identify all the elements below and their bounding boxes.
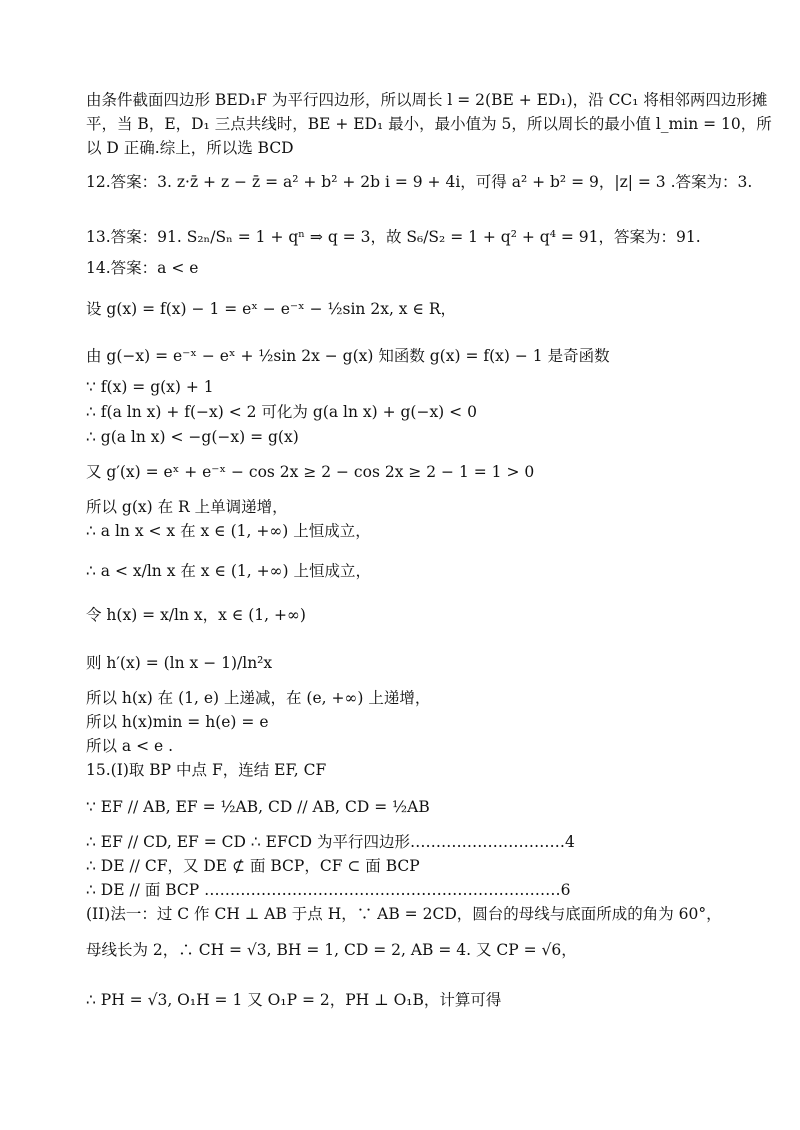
solution-11-conclusion: 由条件截面四边形 BED₁F 为平行四边形，所以周长 l = 2(BE + ED₁)，沿 CC₁ 将相邻两四边形摊平，当 B，E，D₁ 三点共线时，BE + ED₁ 最小，最小值为 5，所以周长的最小值 l_min = 10，所以 D 正确.综上，所以选 BCD: [86, 91, 772, 157]
solution-14-line-7: 所以 g(x) 在 R 上单调递增，: [86, 498, 288, 516]
solution-14-line-10: 令 h(x) = x/ln x，x ∈ (1, +∞): [86, 606, 306, 624]
solution-14-line-2: 由 g(−x) = e⁻ˣ − eˣ + ½sin 2x − g(x) 知函数 g(x) = f(x) − 1 是奇函数: [86, 347, 610, 365]
solution-15-part-2-line-1: (II)法一：过 C 作 CH ⊥ AB 于点 H，∵ AB = 2CD，圆台的母线与底面所成的角为 60°，: [86, 905, 722, 923]
solution-15-part-2-line-3: ∴ PH = √3, O₁H = 1 又 O₁P = 2，PH ⊥ O₁B，计算可得: [86, 991, 502, 1009]
solution-14-line-5: ∴ g(a ln x) < −g(−x) = g(x): [86, 428, 299, 446]
solution-15-part-2-line-2: 母线长为 2，∴ CH = √3, BH = 1, CD = 2, AB = 4. 又 CP = √6，: [86, 941, 577, 959]
solution-15-heading: 15.(I)取 BP 中点 F，连结 EF, CF: [86, 761, 327, 779]
solution-14-line-6: 又 g′(x) = eˣ + e⁻ˣ − cos 2x ≥ 2 − cos 2x ≥ 2 − 1 = 1 > 0: [86, 463, 535, 481]
solution-15-line-4: ∴ DE // 面 BCP ……………………………………………………………6: [86, 881, 571, 899]
solution-14-line-12: 所以 h(x) 在 (1, e) 上递减，在 (e, +∞) 上递增，: [86, 689, 431, 707]
solution-15-line-3: ∴ DE // CF，又 DE ⊄ 面 BCP，CF ⊂ 面 BCP: [86, 857, 420, 875]
solution-14-line-3: ∵ f(x) = g(x) + 1: [86, 378, 214, 396]
solution-14-line-11: 则 h′(x) = (ln x − 1)/ln²x: [86, 654, 273, 672]
answer-12: 12.答案：3. z·z̄ + z − z̄ = a² + b² + 2b i = 9 + 4i，可得 a² + b² = 9，|z| = 3 .答案为：3.: [86, 173, 753, 191]
solution-14-line-9: ∴ a < x/ln x 在 x ∈ (1, +∞) 上恒成立，: [86, 562, 372, 580]
solution-15-line-2: ∴ EF // CD, EF = CD ∴ EFCD 为平行四边形…………………………4: [86, 833, 575, 851]
solution-14-line-13: 所以 h(x)min = h(e) = e: [86, 713, 269, 731]
solution-15-line-1: ∵ EF // AB, EF = ½AB, CD // AB, CD = ½AB: [86, 798, 430, 816]
answer-14-heading: 14.答案：a < e: [86, 259, 199, 277]
solution-14-line-8: ∴ a ln x < x 在 x ∈ (1, +∞) 上恒成立，: [86, 522, 371, 540]
solution-14-line-14: 所以 a < e .: [86, 737, 174, 755]
answer-13: 13.答案：91. S₂ₙ/Sₙ = 1 + qⁿ ⇒ q = 3，故 S₆/S₂ = 1 + q² + q⁴ = 91，答案为：91.: [86, 228, 701, 246]
solution-14-line-4: ∴ f(a ln x) + f(−x) < 2 可化为 g(a ln x) + g(−x) < 0: [86, 403, 477, 421]
solution-14-line-1: 设 g(x) = f(x) − 1 = eˣ − e⁻ˣ − ½sin 2x, x ∈ R，: [86, 300, 457, 318]
